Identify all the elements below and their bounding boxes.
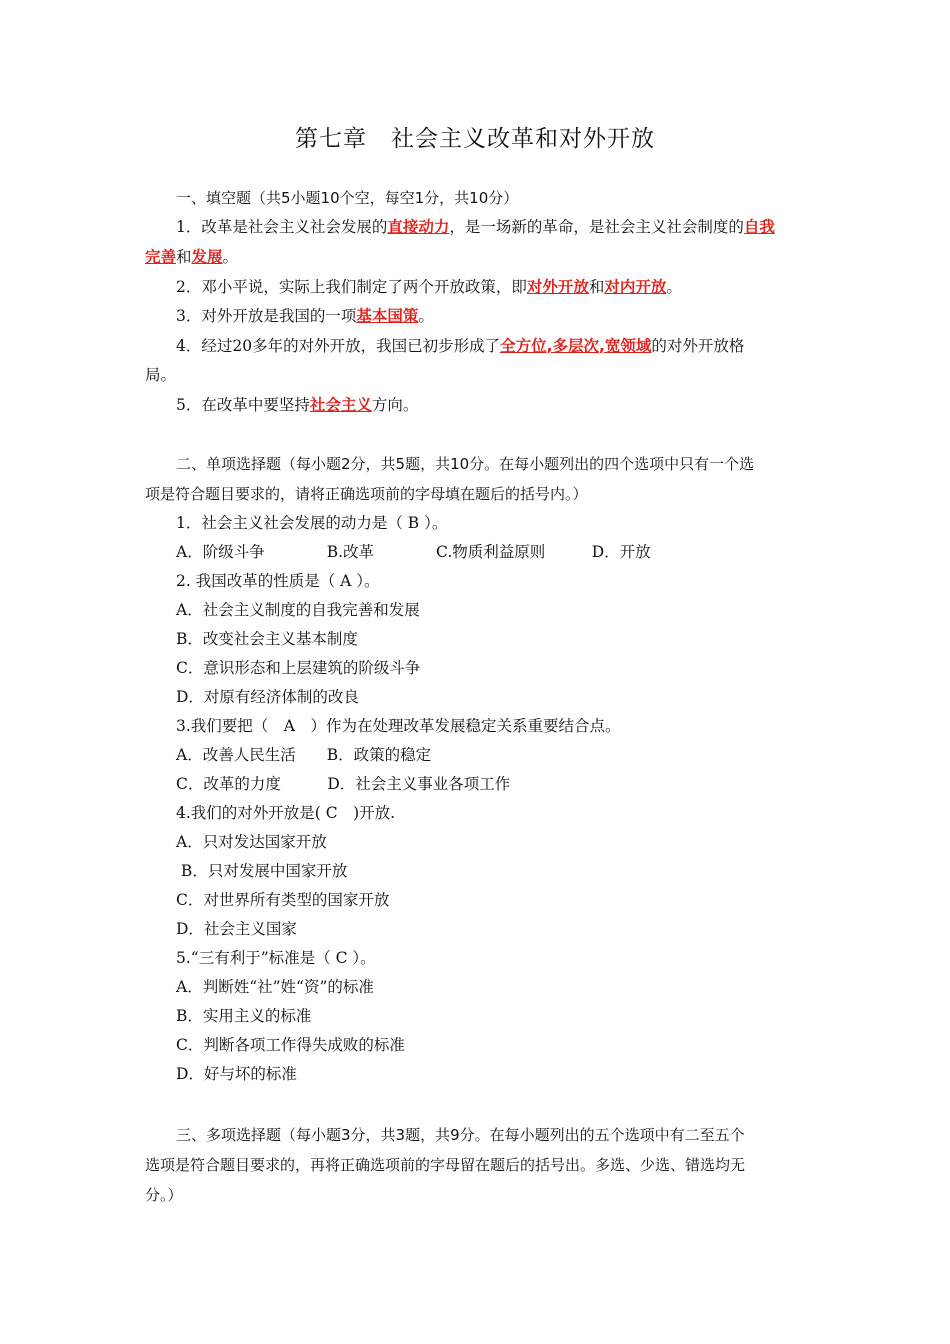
mc-line: 3.我们要把（ A ）作为在处理改革发展稳定关系重要结合点。 xyxy=(176,717,621,735)
mc-line: A．改善人民生活 B．政策的稳定 xyxy=(176,746,432,764)
question-1-line2: 完善和发展。 xyxy=(145,248,239,266)
mc-line: A．社会主义制度的自我完善和发展 xyxy=(176,601,420,619)
answer-blank: 发展 xyxy=(191,248,223,266)
section2-heading-line1: 二、单项选择题（每小题2分，共5题，共10分。在每小题列出的四个选项中只有一个选 xyxy=(176,455,755,473)
answer-blank: 全方位 xyxy=(500,337,547,355)
answer-blank: 对外开放 xyxy=(526,278,589,296)
answer-blank: 基本国策 xyxy=(356,307,419,325)
answer-blank: 多层次 xyxy=(552,337,600,355)
mc-line: 4.我们的对外开放是( C )开放. xyxy=(176,804,396,822)
section3-heading-line3: 分。） xyxy=(145,1186,183,1204)
section2-heading-line2: 项是符合题目要求的，请将正确选项前的字母填在题后的括号内。） xyxy=(145,485,588,503)
mc-line: 1．社会主义社会发展的动力是（ B ）。 xyxy=(176,514,448,532)
mc-line: D．好与坏的标准 xyxy=(176,1065,297,1083)
mc-line: C．意识形态和上层建筑的阶级斗争 xyxy=(176,659,421,677)
mc-line: 2. 我国改革的性质是（ A ）。 xyxy=(176,572,380,590)
answer-blank: 社会主义 xyxy=(309,396,372,414)
mc-line: D．对原有经济体制的改良 xyxy=(176,688,359,706)
mc-line: C．判断各项工作得失成败的标准 xyxy=(176,1036,405,1054)
question-5: 5．在改革中要坚持社会主义方向。 xyxy=(176,396,419,414)
answer-blank: 宽领域 xyxy=(604,337,652,355)
mc-line: D．社会主义国家 xyxy=(176,920,297,938)
mc-line: A．判断姓“社”姓“资”的标准 xyxy=(176,978,374,996)
answer-blank: 对内开放 xyxy=(604,278,667,296)
section3-heading-line1: 三、多项选择题（每小题3分，共3题，共9分。在每小题列出的五个选项中有二至五个 xyxy=(176,1126,745,1144)
answer-blank: 自我 xyxy=(743,218,775,236)
mc-line: B．只对发展中国家开放 xyxy=(176,862,348,880)
page-title: 第七章 社会主义改革和对外开放 xyxy=(295,126,655,152)
question-3: 3．对外开放是我国的一项基本国策。 xyxy=(176,307,434,325)
section3-heading-line2: 选项是符合题目要求的，再将正确选项前的字母留在题后的括号出。多选、少选、错选均无 xyxy=(145,1156,746,1174)
mc-line: 5.“三有利于”标准是（ C ）。 xyxy=(176,949,376,967)
mc-line: B．实用主义的标准 xyxy=(176,1007,312,1025)
answer-blank: 直接动力 xyxy=(387,218,450,236)
mc-line: C．改革的力度 D．社会主义事业各项工作 xyxy=(176,775,511,793)
section1-heading: 一、填空题（共5小题10个空，每空1分，共10分） xyxy=(176,189,519,207)
mc-line: A．阶级斗争 B.改革 C.物质利益原则 D．开放 xyxy=(176,543,651,561)
mc-line: A．只对发达国家开放 xyxy=(176,833,327,851)
question-4-line1: 4．经过20多年的对外开放，我国已初步形成了全方位,多层次,宽领域的对外开放格 xyxy=(176,337,745,355)
question-4-line2: 局。 xyxy=(145,366,177,384)
mc-line: B．改变社会主义基本制度 xyxy=(176,630,358,648)
question-2: 2．邓小平说，实际上我们制定了两个开放政策，即对外开放和对内开放。 xyxy=(176,278,682,296)
mc-line: C．对世界所有类型的国家开放 xyxy=(176,891,390,909)
answer-blank: 完善 xyxy=(145,248,177,266)
question-1-line1: 1．改革是社会主义社会发展的直接动力，是一场新的革命，是社会主义社会制度的自我 xyxy=(176,218,775,236)
